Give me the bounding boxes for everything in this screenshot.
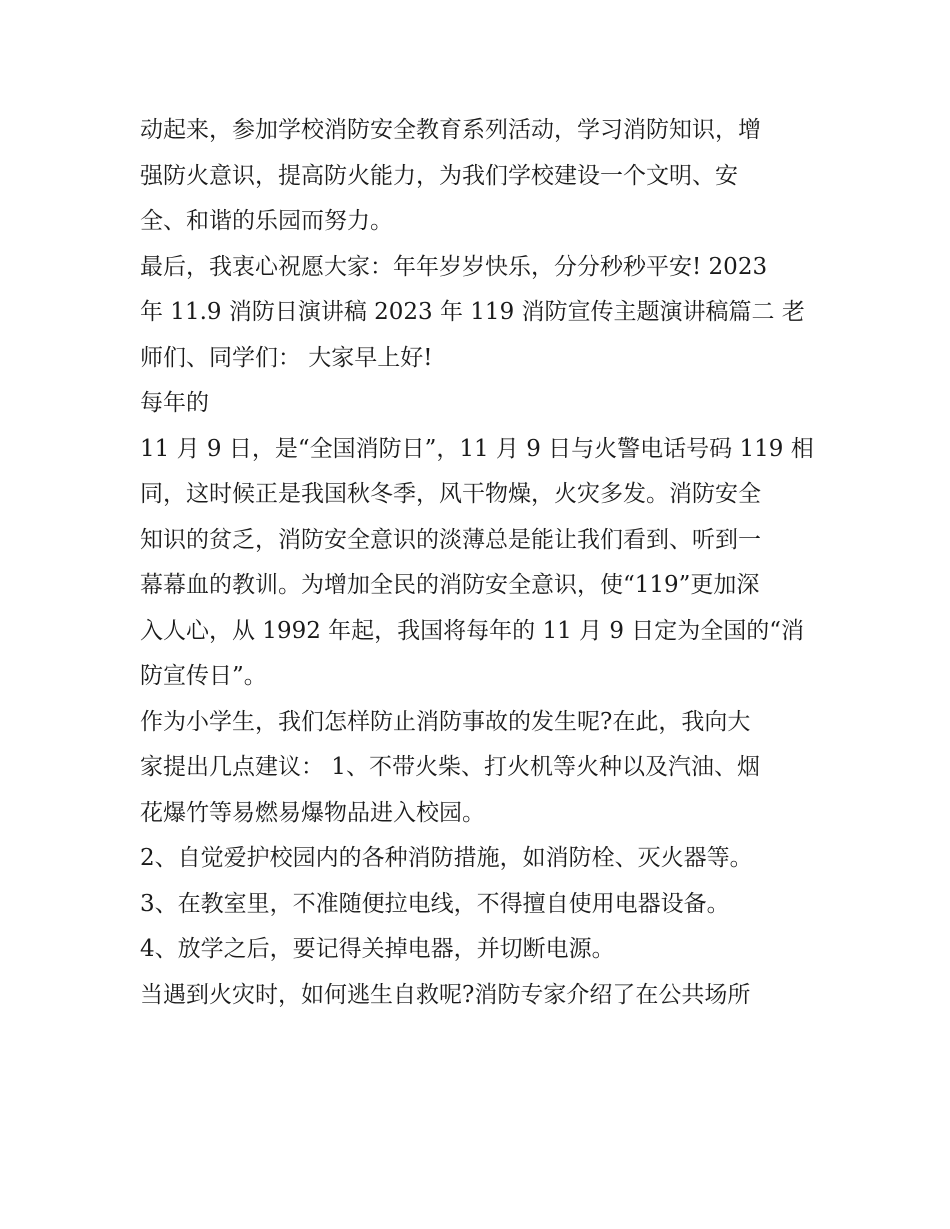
text-line: 防宣传日”。 bbox=[140, 663, 267, 689]
paragraph-fire-day-intro bbox=[140, 427, 812, 700]
text-line: 师们、同学们： 大家早上好! bbox=[140, 344, 433, 371]
text-line: 当遇到火灾时，如何逃生自救呢?消防专家介绍了在公共场所 bbox=[140, 981, 751, 1008]
text-line: 入人心，从 1992 年起，我国将每年的 11 月 9 日定为全国的“消 bbox=[140, 617, 805, 644]
text-line: 花爆竹等易燃易爆物品进入校园。 bbox=[140, 799, 485, 826]
text-line: 11 月 9 日，是“全国消防日”，11 月 9 日与火警电话号码 119 相 bbox=[140, 435, 814, 462]
text-line: 每年的 bbox=[140, 390, 209, 416]
text-line: 强防火意识，提高防火能力，为我们学校建设一个文明、安 bbox=[140, 162, 738, 189]
text-line: 动起来，参加学校消防安全教育系列活动，学习消防知识，增 bbox=[140, 117, 761, 143]
paragraph-closing-wishes bbox=[140, 245, 812, 382]
text-line: 年 11.9 消防日演讲稿 2023 年 119 消防宣传主题演讲稿篇二 老 bbox=[140, 299, 805, 325]
text-line: 幕幕血的教训。为增加全民的消防安全意识，使“119”更加深 bbox=[140, 572, 760, 598]
text-line: 2、自觉爱护校园内的各种消防措施，如消防栓、灭火器等。 bbox=[140, 845, 753, 871]
text-line: 3、在教室里，不准随便拉电线，不得擅自使用电器设备。 bbox=[140, 890, 730, 917]
paragraph-suggestion-2 bbox=[140, 836, 812, 882]
paragraph-suggestion-3 bbox=[140, 882, 812, 928]
paragraph-every-year bbox=[140, 381, 812, 427]
paragraph-escape bbox=[140, 973, 812, 1019]
document-body bbox=[140, 108, 812, 1018]
text-line: 知识的贫乏，消防安全意识的淡薄总是能让我们看到、听到一 bbox=[140, 526, 761, 553]
text-line: 作为小学生，我们怎样防止消防事故的发生呢?在此，我向大 bbox=[140, 708, 751, 735]
text-line: 家提出几点建议： 1、不带火柴、打火机等火种以及汽油、烟 bbox=[140, 754, 760, 780]
paragraph-call-to-action bbox=[140, 108, 812, 245]
paragraph-suggestions bbox=[140, 700, 812, 837]
text-line: 同，这时候正是我国秋冬季，风干物燥，火灾多发。消防安全 bbox=[140, 481, 761, 507]
text-line: 最后，我衷心祝愿大家：年年岁岁快乐，分分秒秒平安! 2023 bbox=[140, 253, 768, 280]
text-line: 全、和谐的乐园而努力。 bbox=[140, 208, 393, 234]
paragraph-suggestion-4 bbox=[140, 927, 812, 973]
text-line: 4、放学之后，要记得关掉电器，并切断电源。 bbox=[140, 936, 615, 962]
